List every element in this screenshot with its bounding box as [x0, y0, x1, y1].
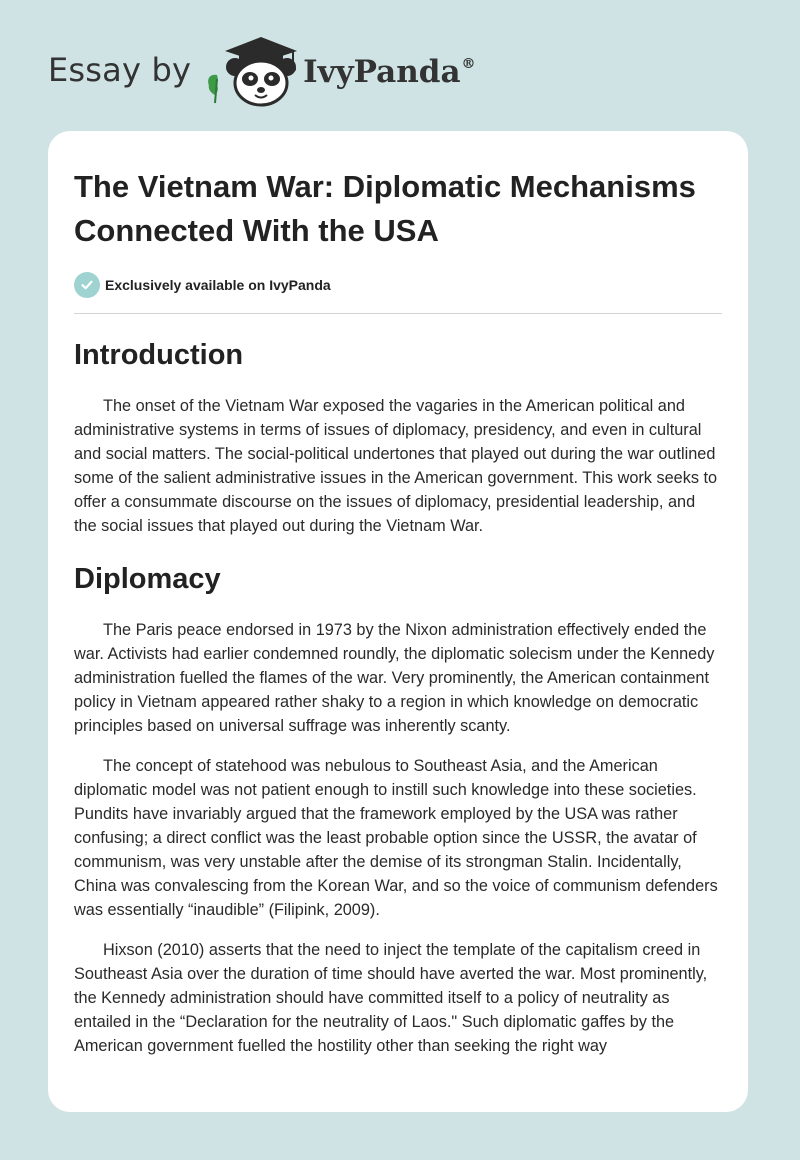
check-circle-icon: [74, 272, 100, 298]
paragraph: The concept of statehood was nebulous to Southeast Asia, and the American diplomatic model was not patient enough to instill such knowledge into these societies. Pundits have invariably argued that the framework employed by the USA was rather confusing; a direct conflict was the least probable option since the USSR, the avatar of communism, was very unstable after the demise of its strongman Stalin. Incidentally, China was convalescing from the Korean War, and so the voice of communism defenders was essentially “inaudible” (Filipink, 2009).: [74, 757, 718, 919]
panda-graduate-icon: [203, 31, 299, 109]
brand-header[interactable]: [48, 30, 476, 110]
paragraph: The onset of the Vietnam War exposed the vagaries in the American political and administrative systems in terms of issues of diplomacy, presidency, and even in cultural and social matters. The social-political undertones that played out during the war outlined some of the salient administrative issues in the American government. This work seeks to offer a consummate discourse on the issues of diplomacy, presidential leadership, and the social issues that played out during the Vietnam War.: [74, 397, 718, 535]
divider: [74, 313, 722, 314]
section-heading-introduction: Introduction: [74, 339, 244, 371]
exclusive-badge: [74, 272, 722, 298]
section-heading-diplomacy: Diplomacy: [74, 563, 221, 595]
essay-card: [48, 131, 748, 1112]
brand-prefix: Essay by: [48, 51, 192, 89]
paragraph: The Paris peace endorsed in 1973 by the Nixon administration effectively ended the war. Activists had earlier condemned roundly, the diplomatic solecism under the Kennedy administration fuelled the flames of the war. Very prominently, the American containment policy in Vietnam appeared rather shaky to a region in which knowledge on democratic principles based on universal suffrage was inherently scanty.: [74, 621, 715, 735]
brand-name: IvyPanda®: [303, 54, 476, 90]
paragraph: Hixson (2010) asserts that the need to inject the template of the capitalism creed in Southeast Asia over the duration of time should have averted the war. Most prominently, the Kennedy administration should have committed itself to a policy of neutrality as entailed in the “Declaration for the neutrality of Laos." Such diplomatic gaffes by the American government fuelled the hostility other than seeking the right way: [74, 941, 708, 1055]
badge-text: Exclusively available on IvyPanda: [105, 277, 331, 293]
essay-title: The Vietnam War: Diplomatic Mechanisms Connected With the USA: [74, 169, 696, 248]
